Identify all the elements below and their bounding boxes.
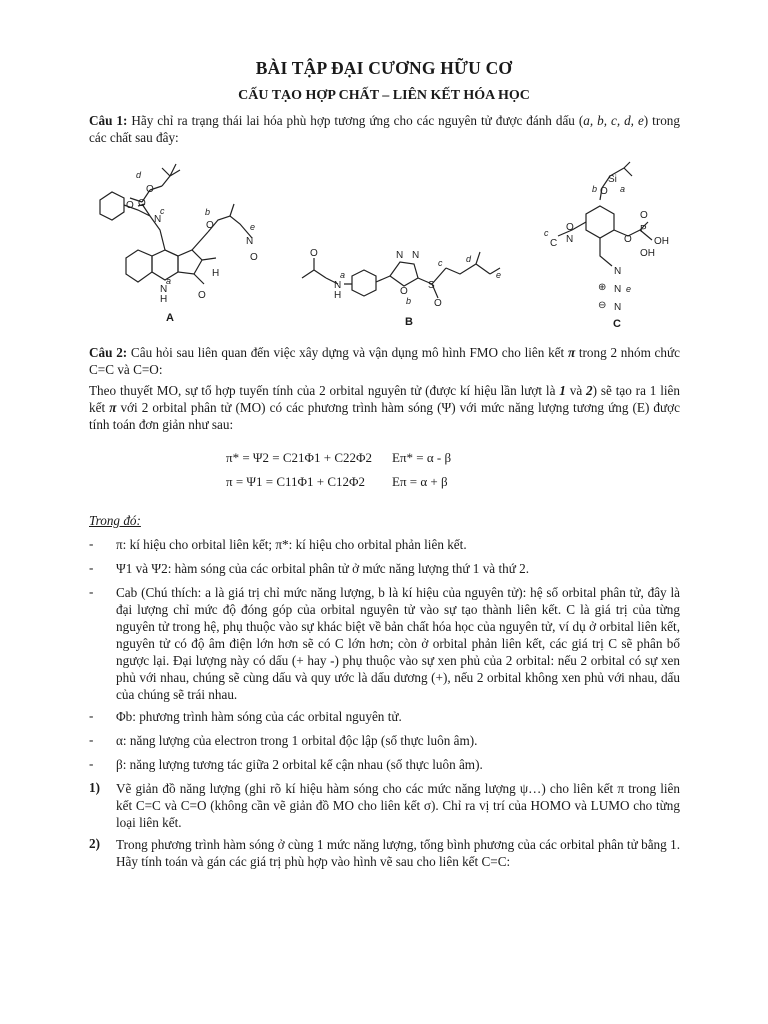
bullet-marker: - — [89, 708, 94, 723]
definition-item: Cab (Chú thích: a là giá trị chỉ mức năng lượng, b là kí hiệu của nguyên tử): hệ số orbital phân tử, đây là đại lượng chỉ mức độ đóng góp của orbital nguyên tử vào sự tạo thành liên kết. C là giá trị của từng nguyên tử trong hệ, phụ thuộc vào sự khác biệt về bản chất hóa học của nguyên tử, ví dụ ở orbital liên kết, nguyên tử có độ âm điện lớn hơn sẽ có C lớn hơn; còn ở orbital phản liên kết, các giá trị C sẽ phân bố ngược lại. Đại lượng này có dấu (+ hay -) phụ thuộc vào sự xen phủ của 2 orbital: nếu 2 orbital có sự xen phủ với nhau, chúng sẽ cùng dấu và quy ước là dấu dương (+), nếu 2 orbital không xen phủ với nhau, dấu của chúng sẽ trái nhau. — [116, 585, 680, 702]
question-2-text-end: trong 2 nhóm chức C=C và C=O: — [89, 345, 681, 377]
atom-label: H — [212, 268, 220, 279]
orbital-1-label: 1 — [559, 383, 566, 398]
molecule-b-label: B — [405, 316, 413, 328]
atom-label: O — [640, 210, 648, 221]
mark-label: c — [544, 228, 549, 238]
mark-label: e — [626, 284, 632, 294]
energy-antibonding: Eπ* = α - β — [392, 450, 452, 465]
bullet-marker: - — [89, 560, 94, 575]
item-number: 1) — [89, 780, 100, 795]
mark-label: b — [205, 207, 211, 217]
definition-item: α: năng lượng của electron trong 1 orbital độc lập (số thực luôn âm). — [116, 733, 478, 748]
theory-paragraph — [89, 382, 680, 433]
atom-label: N — [614, 266, 622, 277]
energy-bonding: Eπ = α + β — [392, 474, 448, 489]
atom-label: N — [160, 284, 168, 295]
atom-label: O — [400, 286, 408, 297]
atom-label: N — [334, 280, 342, 291]
where-heading: Trong đó: — [89, 513, 141, 528]
atom-label: N — [566, 234, 574, 245]
question-2-text: Câu hỏi sau liên quan đến việc xây dựng và vận dụng mô hình FMO cho liên kết — [127, 345, 568, 360]
atom-label: OH — [654, 236, 669, 247]
atom-label: O — [624, 234, 632, 245]
atom-label: P — [640, 224, 647, 235]
mark-label: d — [136, 170, 142, 180]
atom-label: N — [614, 284, 622, 295]
pi-symbol: π — [567, 345, 576, 360]
orbital-2-label: 2 — [586, 383, 593, 398]
item-text: Trong phương trình hàm sóng ở cùng 1 mức năng lượng, tổng bình phương của các orbital phân tử bằng 1. Hãy tính toán và gán các giá trị phù hợp vào hình vẽ sau cho liên kết C=C: — [116, 837, 680, 869]
mark-label: e — [250, 222, 256, 232]
question-1-text: Hãy chỉ ra trạng thái lai hóa phù hợp tương ứng cho các nguyên tử được đánh dấu ( — [127, 113, 584, 128]
question-2-label: Câu 2: — [89, 345, 128, 360]
charge-label: ⊖ — [598, 300, 607, 311]
theory-text: Theo thuyết MO, sự tổ hợp tuyến tính của 2 orbital nguyên tử (được kí hiệu lần lượt là — [89, 383, 560, 398]
question-2 — [89, 344, 680, 378]
pi-symbol: π — [109, 400, 117, 415]
mark-label: b — [592, 184, 598, 194]
atom-label: O — [126, 200, 134, 211]
molecule-a-structure — [90, 160, 260, 325]
atom-label: O — [434, 298, 442, 309]
equation-antibonding: π* = Ψ2 = C21Φ1 + C22Φ2 — [226, 450, 372, 465]
item-text: Vẽ giản đồ năng lượng (ghi rõ kí hiệu hàm sóng cho các mức năng lượng ψ…) cho liên kết π trong liên kết C=C và C=O (không cần vẽ giản đồ MO cho liên kết σ). Chỉ ra vị trí của HOMO và LUMO cho từng loại liên kết. — [116, 781, 680, 830]
atom-label: O — [198, 290, 206, 301]
atom-label: O — [146, 184, 154, 195]
document-subtitle: CẤU TẠO HỢP CHẤT – LIÊN KẾT HÓA HỌC — [238, 88, 530, 103]
atom-label: N — [396, 250, 404, 261]
bullet-marker: - — [89, 536, 94, 551]
definition-item: β: năng lượng tương tác giữa 2 orbital kế cận nhau (số thực luôn âm). — [116, 757, 483, 772]
mark-label: a — [620, 184, 626, 194]
question-1 — [89, 112, 680, 146]
question-1-text-end: ) trong các chất sau đây: — [89, 113, 680, 145]
theory-text: với 2 orbital phân tử (MO) có các phương trình hàm sóng (Ψ) với mức năng lượng tương ứng (E) được tính toán đơn giản như sau: — [89, 400, 680, 432]
atom-label: O — [138, 198, 146, 209]
mark-label: b — [406, 296, 412, 306]
atom-label: OH — [640, 248, 655, 259]
item-number: 2) — [89, 836, 100, 851]
molecule-c-label: C — [613, 318, 621, 330]
atom-label: N — [614, 302, 622, 313]
theory-text: ) sẽ tạo ra 1 liên kết — [89, 383, 680, 415]
molecule-c-structure — [540, 166, 690, 331]
atom-label: O — [600, 186, 608, 197]
atom-label: O — [310, 248, 318, 259]
atom-label: O — [566, 222, 574, 233]
mark-label: a — [166, 276, 172, 286]
atom-label: S — [428, 280, 435, 291]
atom-label: H — [334, 290, 342, 301]
question-1-marks: a, b, c, d, e — [583, 113, 644, 128]
mark-label: e — [496, 270, 502, 280]
mark-label: d — [466, 254, 472, 264]
atom-label: O — [206, 220, 214, 231]
equation-bonding: π = Ψ1 = C11Φ1 + C12Φ2 — [226, 474, 366, 489]
bullet-marker: - — [89, 584, 94, 599]
atom-label: Si — [608, 174, 617, 185]
charge-label: ⊕ — [598, 282, 607, 293]
molecule-b-structure — [300, 240, 510, 315]
atom-label: N — [412, 250, 420, 261]
bullet-marker: - — [89, 732, 94, 747]
definition-item: Φb: phương trình hàm sóng của các orbital nguyên tử. — [116, 709, 402, 724]
theory-text: và — [565, 383, 587, 398]
mark-label: c — [160, 206, 165, 216]
document-title: BÀI TẬP ĐẠI CƯƠNG HỮU CƠ — [255, 58, 513, 78]
atom-label: N — [154, 214, 162, 225]
molecule-a-label: A — [166, 312, 174, 324]
mark-label: a — [340, 270, 346, 280]
definition-item: Ψ1 và Ψ2: hàm sóng của các orbital phân tử ở mức năng lượng thứ 1 và thứ 2. — [116, 561, 530, 576]
atom-label: C — [550, 238, 558, 249]
atom-label: H — [160, 294, 168, 305]
atom-label: O — [250, 252, 258, 263]
question-1-label: Câu 1: — [89, 113, 128, 128]
bullet-marker: - — [89, 756, 94, 771]
atom-label: N — [246, 236, 254, 247]
definition-item: π: kí hiệu cho orbital liên kết; π*: kí hiệu cho orbital phản liên kết. — [116, 537, 467, 552]
mark-label: c — [438, 258, 443, 268]
